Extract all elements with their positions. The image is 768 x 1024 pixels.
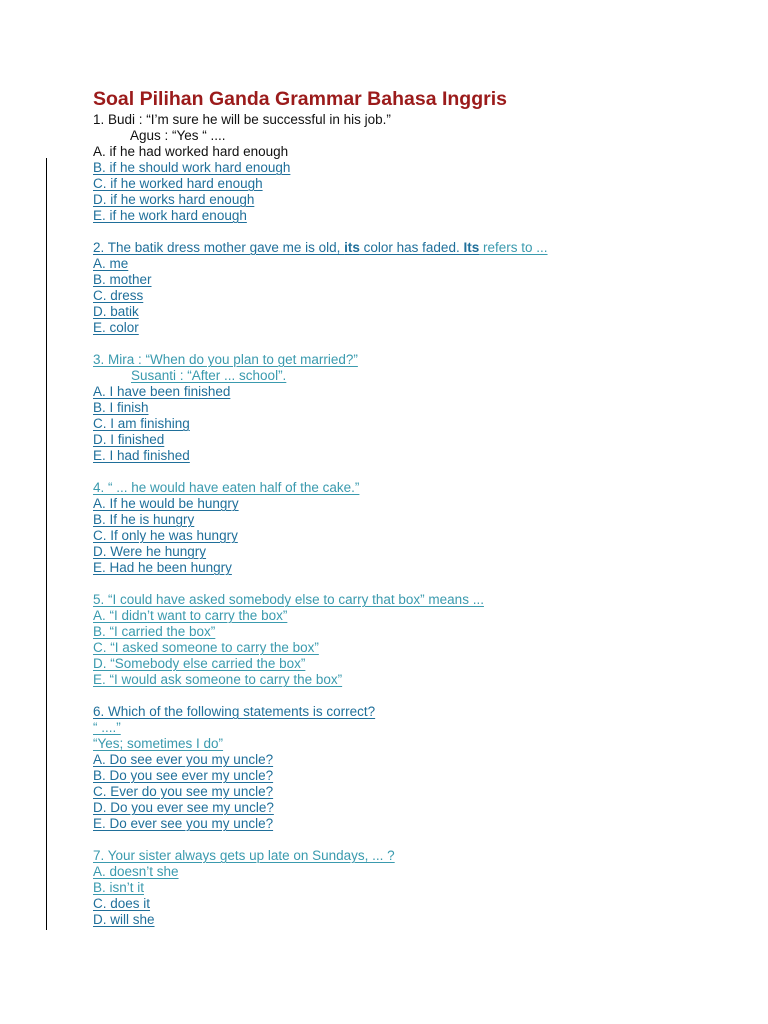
question-2-option-d[interactable]: D. batik [93, 304, 139, 319]
question-1-option-e[interactable]: E. if he work hard enough [93, 208, 247, 223]
question-2-option-c[interactable]: C. dress [93, 288, 144, 303]
question-6-option-b[interactable]: B. Do you see ever my uncle? [93, 768, 274, 783]
question-5-option-e[interactable]: E. “I would ask someone to carry the box” [93, 672, 343, 687]
question-7 [93, 848, 753, 928]
question-5-option-a[interactable]: A. “I didn’t want to carry the box” [93, 608, 288, 623]
question-1-line-2: Agus : “Yes “ .... [130, 128, 226, 143]
question-3 [93, 352, 753, 464]
question-2-text-b: color has faded. [359, 240, 464, 255]
question-1-option-a: A. if he had worked hard enough [93, 144, 289, 159]
question-4-option-b[interactable]: B. If he is hungry [93, 512, 195, 527]
question-1-option-d[interactable]: D. if he works hard enough [93, 192, 255, 207]
question-3-option-c[interactable]: C. I am finishing [93, 416, 190, 431]
question-2-text-a: 2. The batik dress mother gave me is old, [93, 240, 345, 255]
question-3-line-2[interactable]: Susanti : “After ... school”. [131, 368, 287, 383]
question-2-bold-b: Its [463, 240, 480, 255]
question-7-option-b[interactable]: B. isn’t it [93, 880, 145, 895]
question-5-option-c[interactable]: C. “I asked someone to carry the box” [93, 640, 319, 655]
question-6-line-3[interactable]: “Yes; sometimes I do” [93, 736, 224, 751]
question-4-option-c[interactable]: C. If only he was hungry [93, 528, 238, 543]
question-6-option-c[interactable]: C. Ever do you see my uncle? [93, 784, 274, 799]
question-2-option-e[interactable]: E. color [93, 320, 139, 335]
question-4-option-d[interactable]: D. Were he hungry [93, 544, 207, 559]
question-2-bold-a: its [344, 240, 360, 255]
question-2 [93, 240, 753, 336]
question-3-option-a[interactable]: A. I have been finished [93, 384, 231, 399]
question-6-option-d[interactable]: D. Do you ever see my uncle? [93, 800, 274, 815]
question-2-option-b[interactable]: B. mother [93, 272, 152, 287]
question-2-option-a[interactable]: A. me [93, 256, 129, 271]
question-1-line-1: 1. Budi : “I’m sure he will be successful in his job.” [93, 112, 391, 127]
question-7-option-a[interactable]: A. doesn’t she [93, 864, 179, 879]
question-6-line-2[interactable]: “ ....” [93, 720, 121, 735]
question-7-option-c[interactable]: C. does it [93, 896, 151, 911]
question-4-line-1[interactable]: 4. “ ... he would have eaten half of the cake.” [93, 480, 360, 495]
document-title: Soal Pilihan Ganda Grammar Bahasa Inggris [93, 88, 507, 110]
question-3-option-b[interactable]: B. I finish [93, 400, 149, 415]
document-body [93, 86, 753, 928]
question-5-option-b[interactable]: B. “I carried the box” [93, 624, 216, 639]
question-6-option-a[interactable]: A. Do see ever you my uncle? [93, 752, 274, 767]
question-7-option-d[interactable]: D. will she [93, 912, 155, 927]
question-6 [93, 704, 753, 832]
question-4-option-e[interactable]: E. Had he been hungry [93, 560, 232, 575]
question-5-line-1[interactable]: 5. “I could have asked somebody else to carry that box” means ... [93, 592, 484, 607]
question-1-option-b[interactable]: B. if he should work hard enough [93, 160, 291, 175]
question-6-line-1[interactable]: 6. Which of the following statements is correct? [93, 704, 376, 719]
question-1-option-c[interactable]: C. if he worked hard enough [93, 176, 263, 191]
margin-change-bar [46, 158, 47, 930]
question-7-line-1[interactable]: 7. Your sister always gets up late on Sundays, ... ? [93, 848, 395, 863]
question-6-option-e[interactable]: E. Do ever see you my uncle? [93, 816, 274, 831]
question-4-option-a[interactable]: A. If he would be hungry [93, 496, 239, 511]
question-4 [93, 480, 753, 576]
question-3-option-d[interactable]: D. I finished [93, 432, 165, 447]
question-3-line-1[interactable]: 3. Mira : “When do you plan to get married?” [93, 352, 358, 367]
question-5-option-d[interactable]: D. “Somebody else carried the box” [93, 656, 306, 671]
question-2-text-c: refers to ... [479, 240, 548, 255]
question-5 [93, 592, 753, 688]
question-2-line-1[interactable] [93, 240, 753, 256]
question-1 [93, 112, 753, 224]
question-3-option-e[interactable]: E. I had finished [93, 448, 190, 463]
